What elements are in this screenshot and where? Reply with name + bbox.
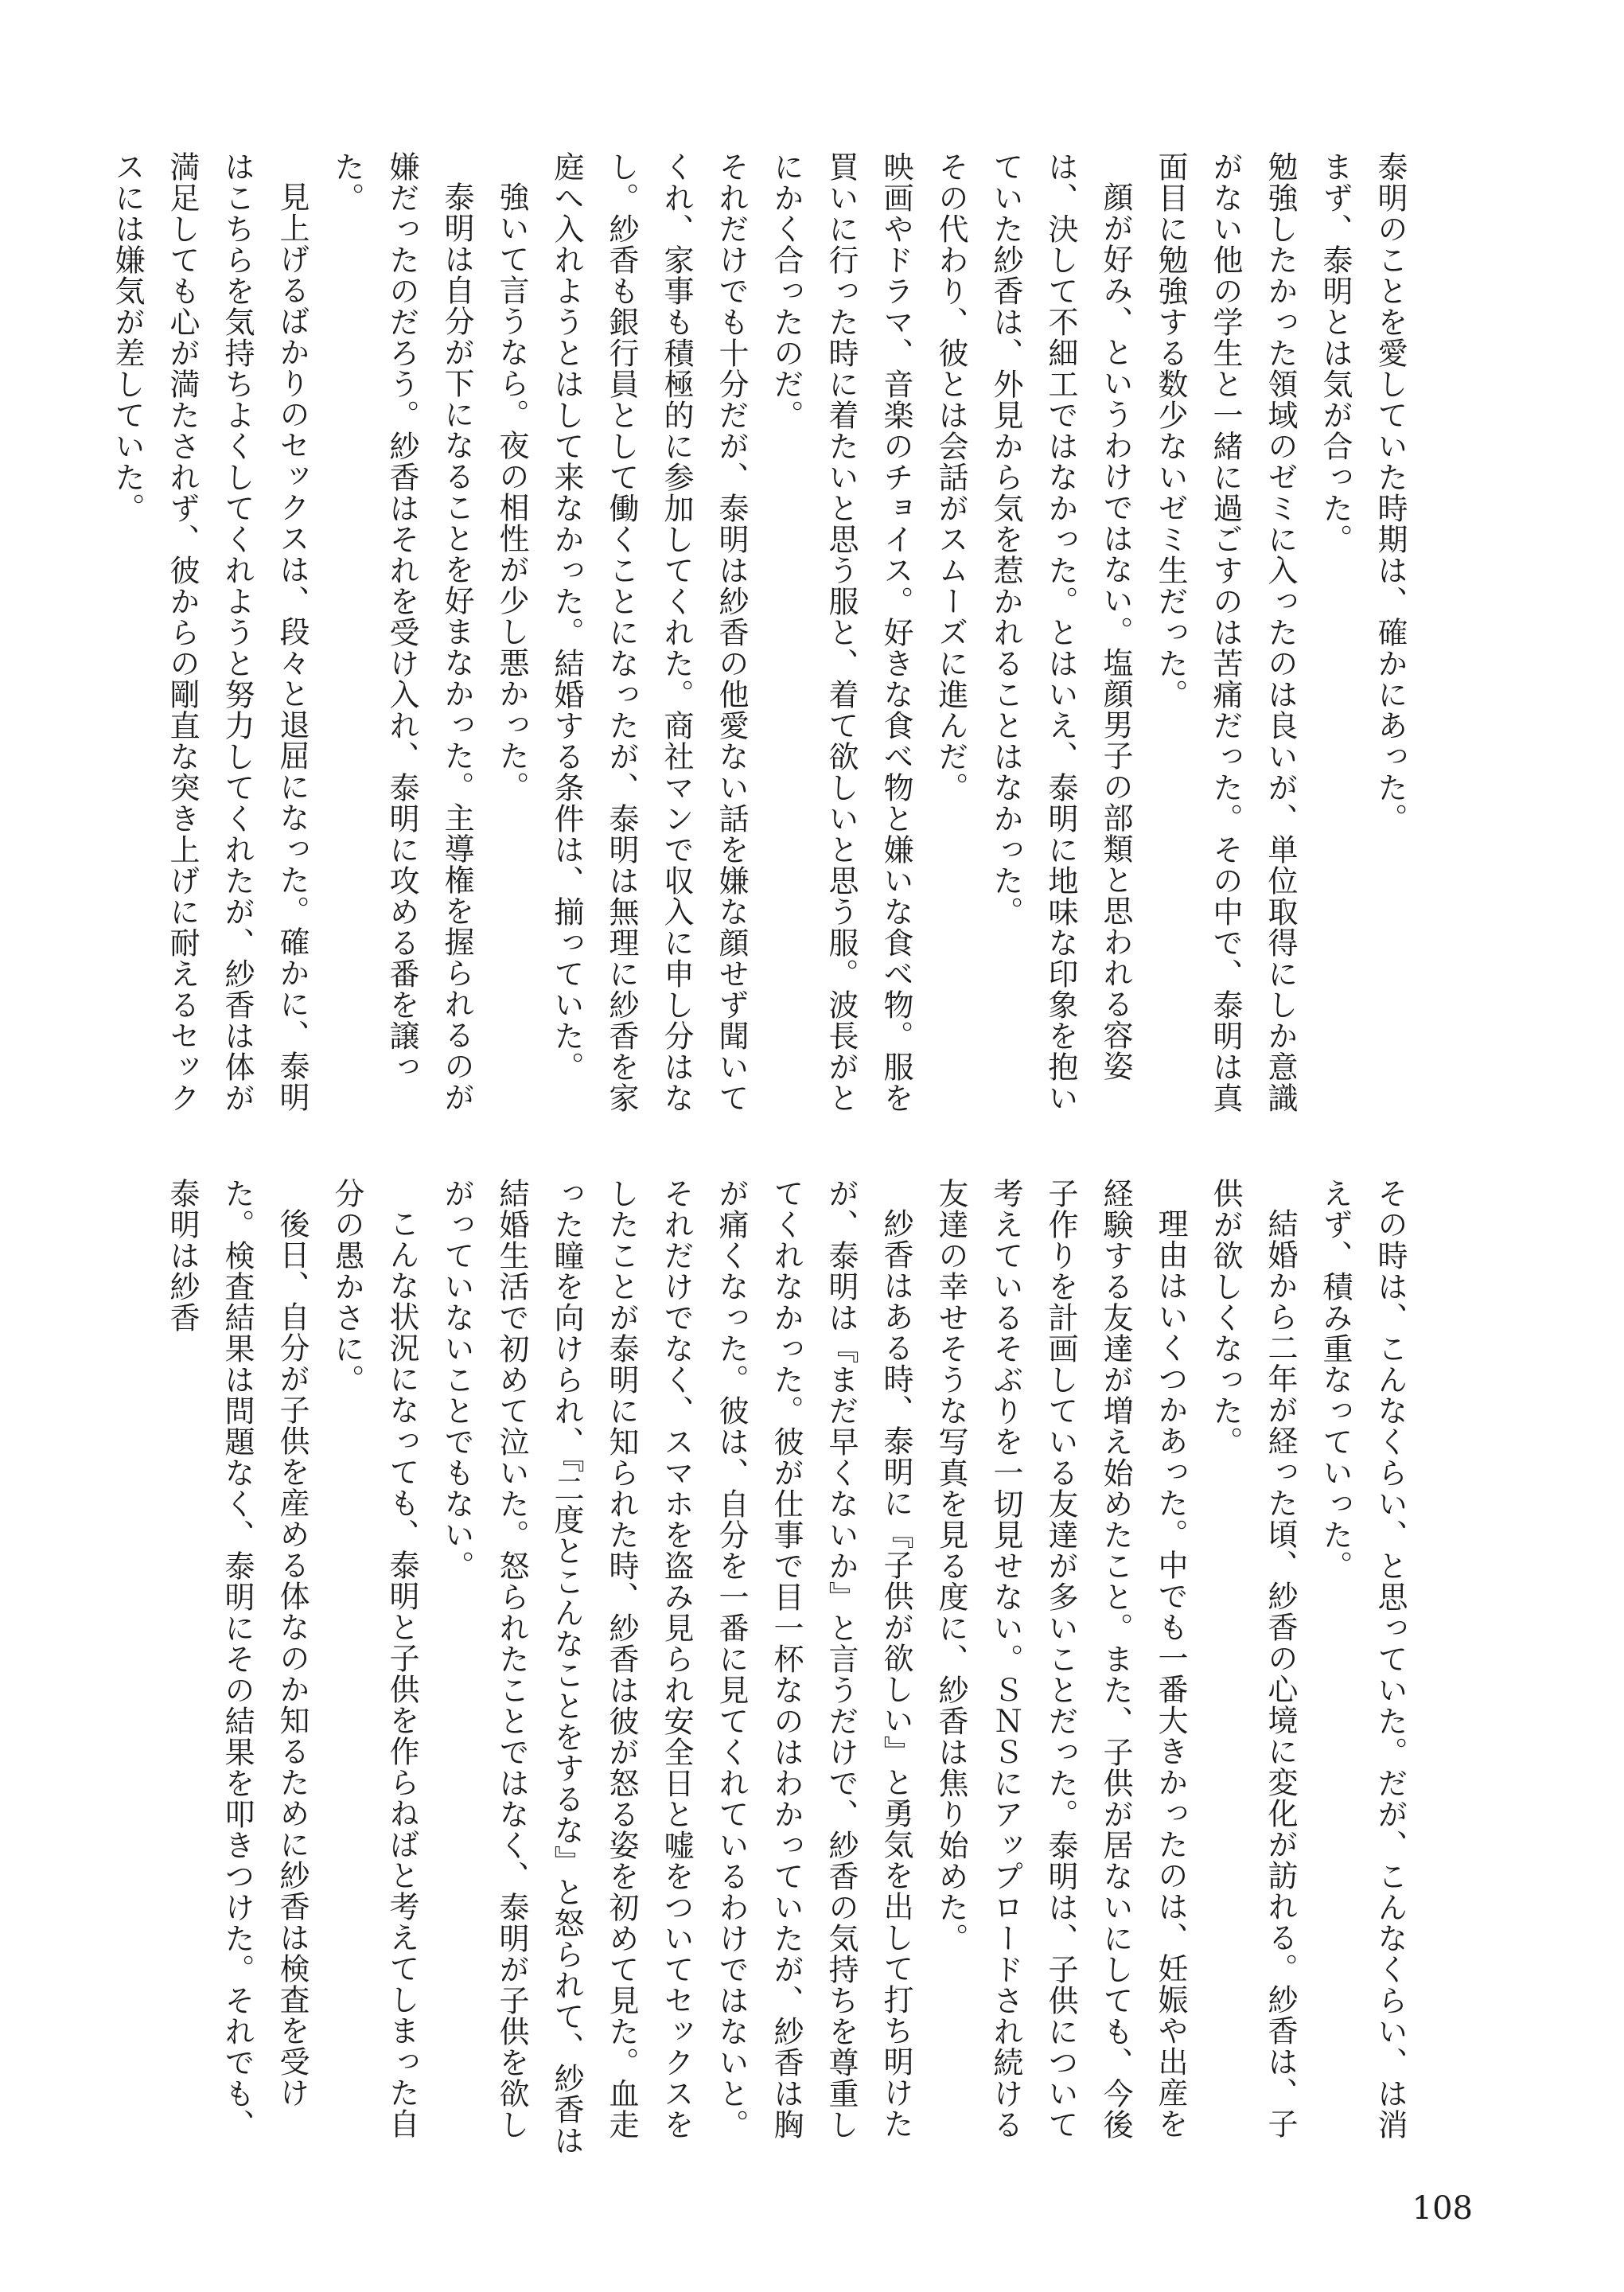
bottom-text-block (154, 1178, 1417, 2165)
paragraph: 泰明は自分が下になることを好まなかった。主導権を握られるのが嫌だったのだろう。紗香はそれを受け入れ、泰明に攻める番を譲った。 (329, 151, 474, 1113)
paragraph: その時は、こんなくらい、と思っていた。だが、こんなくらい、は消えず、積み重なっていった。 (1318, 1178, 1408, 2140)
paragraph: 後日、自分が子供を産める体なのか知るために紗香は検査を受けた。検査結果は問題なく、泰明にその結果を叩きつけた。それでも、泰明は紗香 (165, 1178, 310, 2140)
paragraph: 結婚から二年が経った頃、紗香の心境に変化が訪れる。紗香は、子供が欲しくなった。 (1208, 1178, 1298, 2139)
paragraph: 顔が好み、というわけではない。塩顔男子の部類と思われる容姿は、決して不細工ではなかった。とはいえ、泰明に地味な印象を抱いていた紗香は、外見から気を惹かれることはなかった。 (988, 151, 1133, 1113)
paragraph: 強いて言うなら。夜の相性が少し悪かった。 (494, 181, 529, 802)
paragraph: その代わり、彼とは会話がスムーズに進んだ。 (933, 151, 968, 803)
paragraph: 勉強したかった領域のゼミに入ったのは良いが、単位取得にしか意識がない他の学生と一緒に過ごすのは苦痛だった。その中で、泰明は真面目に勉強する数少ないゼミ生だった。 (1153, 151, 1298, 1113)
paragraph: 映画やドラマ、音楽のチョイス。好きな食べ物と嫌いな食べ物。服を買いに行った時に着たいと思う服と、着て欲しいと思う服。波長がとにかく合ったのだ。 (769, 151, 913, 1113)
paragraph: 見上げるばかりのセックスは、段々と退屈になった。確かに、泰明はこちらを気持ちよくしてくれようと努力してくれたが、紗香は体が満足しても心が満たされず、彼からの剛直な突き上げに耐えるセックスには嫌気が差していた。 (110, 151, 310, 1113)
paragraph: 紗香はある時、泰明に『子供が欲しい』と勇気を出して打ち明けたが、泰明は『まだ早くないか』と言うだけで、紗香の気持ちを尊重してくれなかった。彼が仕事で目一杯なのはわかっていたが、紗香は胸が痛くなった。彼は、自分を一番に見てくれているわけではないと。 (714, 1178, 913, 2140)
page-number: 108 (1412, 2190, 1473, 2227)
paragraph: それだけでも十分だが、泰明は紗香の他愛ない話を嫌な顔せず聞いてくれ、家事も積極的に参加してくれた。商社マンで収入に申し分はなし。紗香も銀行員として働くことになったが、泰明は無理に紗香を家庭へ入れようとはして来なかった。結婚する条件は、揃っていた。 (549, 151, 749, 1113)
paragraph: 泰明のことを愛していた時期は、確かにあった。 (1373, 151, 1408, 834)
paragraph: 理由はいくつかあった。中でも一番大きかったのは、妊娠や出産を経験する友達が増え始めたこと。また、子供が居ないにしても、今後子作りを計画している友達が多いことだった。泰明は、子供について考えているそぶりを一切見せない。ＳＮＳにアップロードされ続ける友達の幸せそうな写真を見る度に、紗香は焦り始めた。 (933, 1178, 1188, 2140)
paragraph: こんな状況になっても、泰明と子供を作らねばと考えてしまった自分の愚かさに。 (329, 1178, 419, 2139)
paragraph: それだけでなく、スマホを盗み見られ安全日と嘘をついてセックスをしたことが泰明に知られた時、紗香は彼が怒る姿を初めて見た。血走った瞳を向けられ、『二度とこんなことをするな』と怒られて、紗香は結婚生活で初めて泣いた。怒られたことではなく、泰明が子供を欲しがっていないことでもない。 (439, 1178, 694, 2156)
paragraph: まず、泰明とは気が合った。 (1318, 151, 1353, 555)
top-text-block (99, 151, 1417, 1138)
